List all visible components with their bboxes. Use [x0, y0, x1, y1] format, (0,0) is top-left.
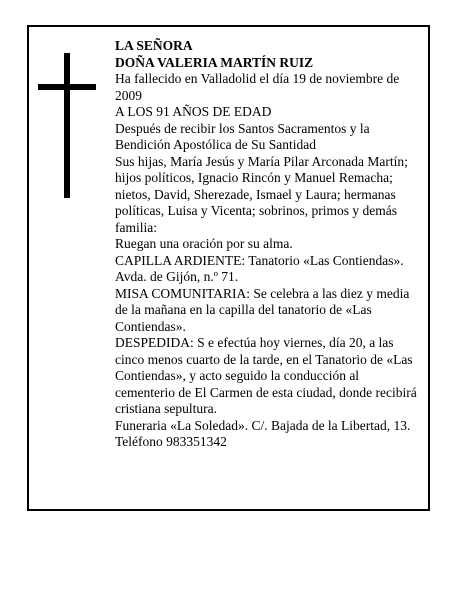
- death-statement: Ha fallecido en Valladolid el día 19 de noviembre de 2009: [115, 71, 400, 103]
- deceased-name: DOÑA VALERIA MARTÍN RUIZ: [115, 54, 314, 70]
- family-list: Sus hijas, María Jesús y María Pilar Arconada Martín; hijos políticos, Ignacio Rincón y Manuel Remacha; nietos, David, Sherezade, Ismael y Laura; hermanas políticas, Luisa y Vicenta; sobrinos, primos y demás familia:: [115, 153, 408, 235]
- prayer-request: Ruegan una oración por su alma.: [115, 236, 293, 251]
- obituary-text: [115, 38, 420, 451]
- notice-title: LA SEÑORA: [115, 38, 193, 53]
- cross-vertical-bar: [64, 53, 70, 198]
- latin-cross-icon: [38, 53, 96, 198]
- funeral-home-info: Funeraria «La Soledad». C/. Bajada de la Libertad, 13. Teléfono 983351342: [115, 417, 411, 449]
- age-statement: A LOS 91 AÑOS DE EDAD: [115, 104, 272, 119]
- chapel-info: CAPILLA ARDIENTE: Tanatorio «Las Contiendas». Avda. de Gijón, n.º 71.: [115, 252, 404, 284]
- cross-horizontal-bar: [38, 84, 96, 90]
- mass-info: MISA COMUNITARIA: Se celebra a las diez y media de la mañana en la capilla del tanatorio de «Las Contiendas».: [115, 285, 410, 334]
- sacraments-statement: Después de recibir los Santos Sacramentos y la Bendición Apostólica de Su Santidad: [115, 120, 370, 152]
- farewell-info: DESPEDIDA: S e efectúa hoy viernes, día 20, a las cinco menos cuarto de la tarde, en el Tanatorio de «Las Contiendas», y acto seguido la conducción al cementerio de El Carmen de esta ciudad, donde recibirá cristiana sepultura.: [115, 335, 417, 416]
